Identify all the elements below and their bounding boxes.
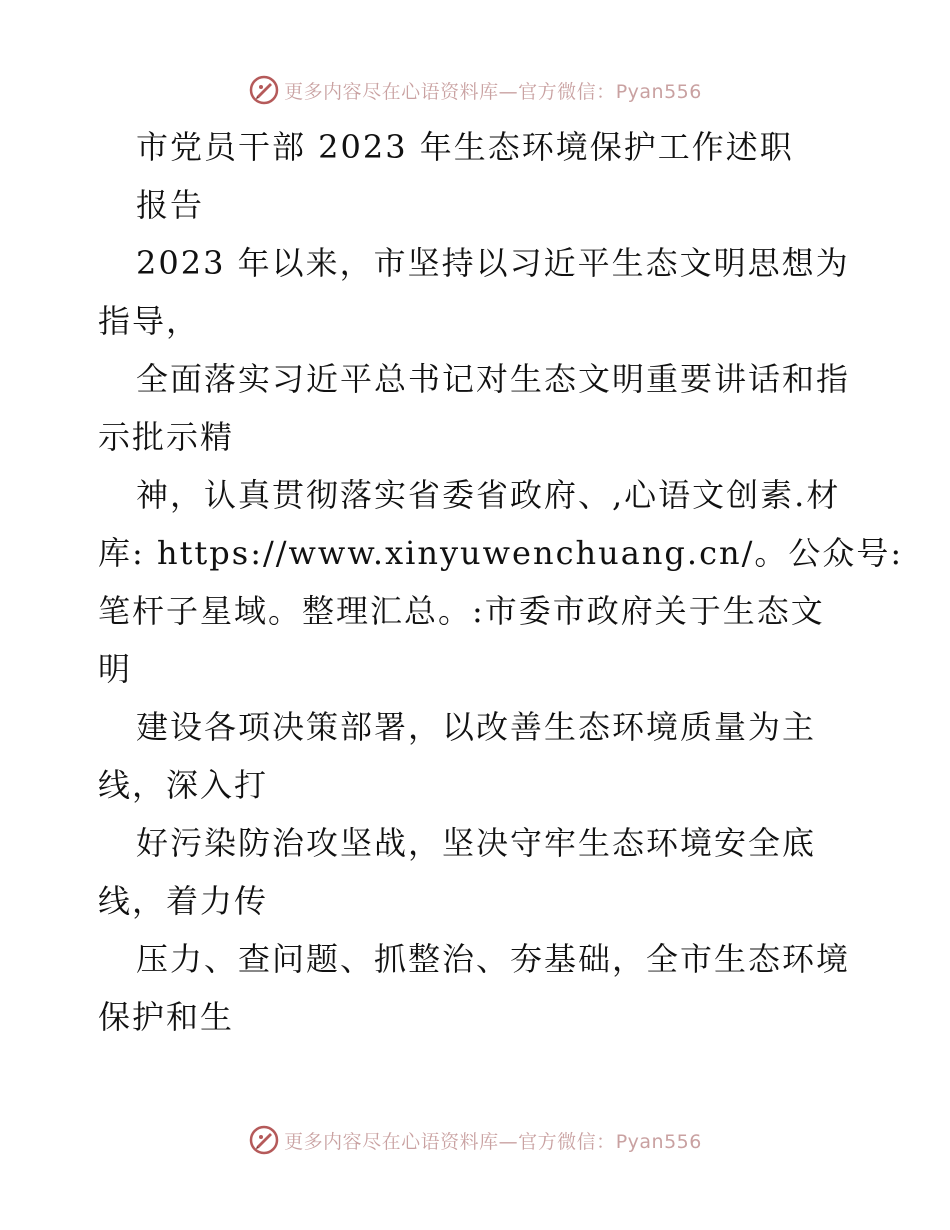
text-line: 库: https://www.xinyuwenchuang.cn/。公众号: <box>98 534 904 572</box>
watermark-wechat-id: Pyan556 <box>615 1130 702 1153</box>
text-line: 明 <box>98 650 133 688</box>
text-line: 线，着力传 <box>98 882 269 920</box>
text-line: 笔杆子星域。整理汇总。:市委市政府关于生态文 <box>98 592 825 630</box>
watermark-text <box>284 1127 702 1154</box>
text-line: 保护和生 <box>98 998 235 1036</box>
watermark-text <box>284 77 702 104</box>
watermark-wechat-label: 官方微信： <box>518 80 616 103</box>
text-line: 市党员干部 2023 年生态环境保护工作述职 <box>136 128 794 166</box>
watermark-wechat-label: 官方微信： <box>518 1130 616 1153</box>
text-line: 好污染防治攻坚战，坚决守牢生态环境安全底 <box>136 824 817 862</box>
watermark-main: 更多内容尽在心语资料库 <box>284 1130 499 1153</box>
watermark-dash: — <box>498 1130 519 1153</box>
text-line: 全面落实习近平总书记对生态文明重要讲话和指 <box>136 360 851 398</box>
watermark-wechat-id: Pyan556 <box>615 80 702 103</box>
quill-pen-logo-icon <box>248 1124 280 1156</box>
watermark-dash: — <box>498 80 519 103</box>
text-line: 神，认真贯彻落实省委省政府、,心语文创素.材 <box>136 476 841 514</box>
text-line: 压力、查问题、抓整治、夯基础，全市生态环境 <box>136 940 851 978</box>
footer-watermark <box>0 1120 950 1160</box>
text-line: 示批示精 <box>98 418 235 456</box>
text-line: 线，深入打 <box>98 766 269 804</box>
text-line: 报告 <box>136 186 205 224</box>
text-line: 建设各项决策部署，以改善生态环境质量为主 <box>136 708 817 746</box>
quill-pen-logo-icon <box>248 74 280 106</box>
text-line: 2023 年以来，市坚持以习近平生态文明思想为 <box>136 244 850 282</box>
watermark-main: 更多内容尽在心语资料库 <box>284 80 499 103</box>
header-watermark <box>0 70 950 110</box>
document-body <box>98 118 904 1046</box>
text-line: 指导， <box>98 302 201 340</box>
